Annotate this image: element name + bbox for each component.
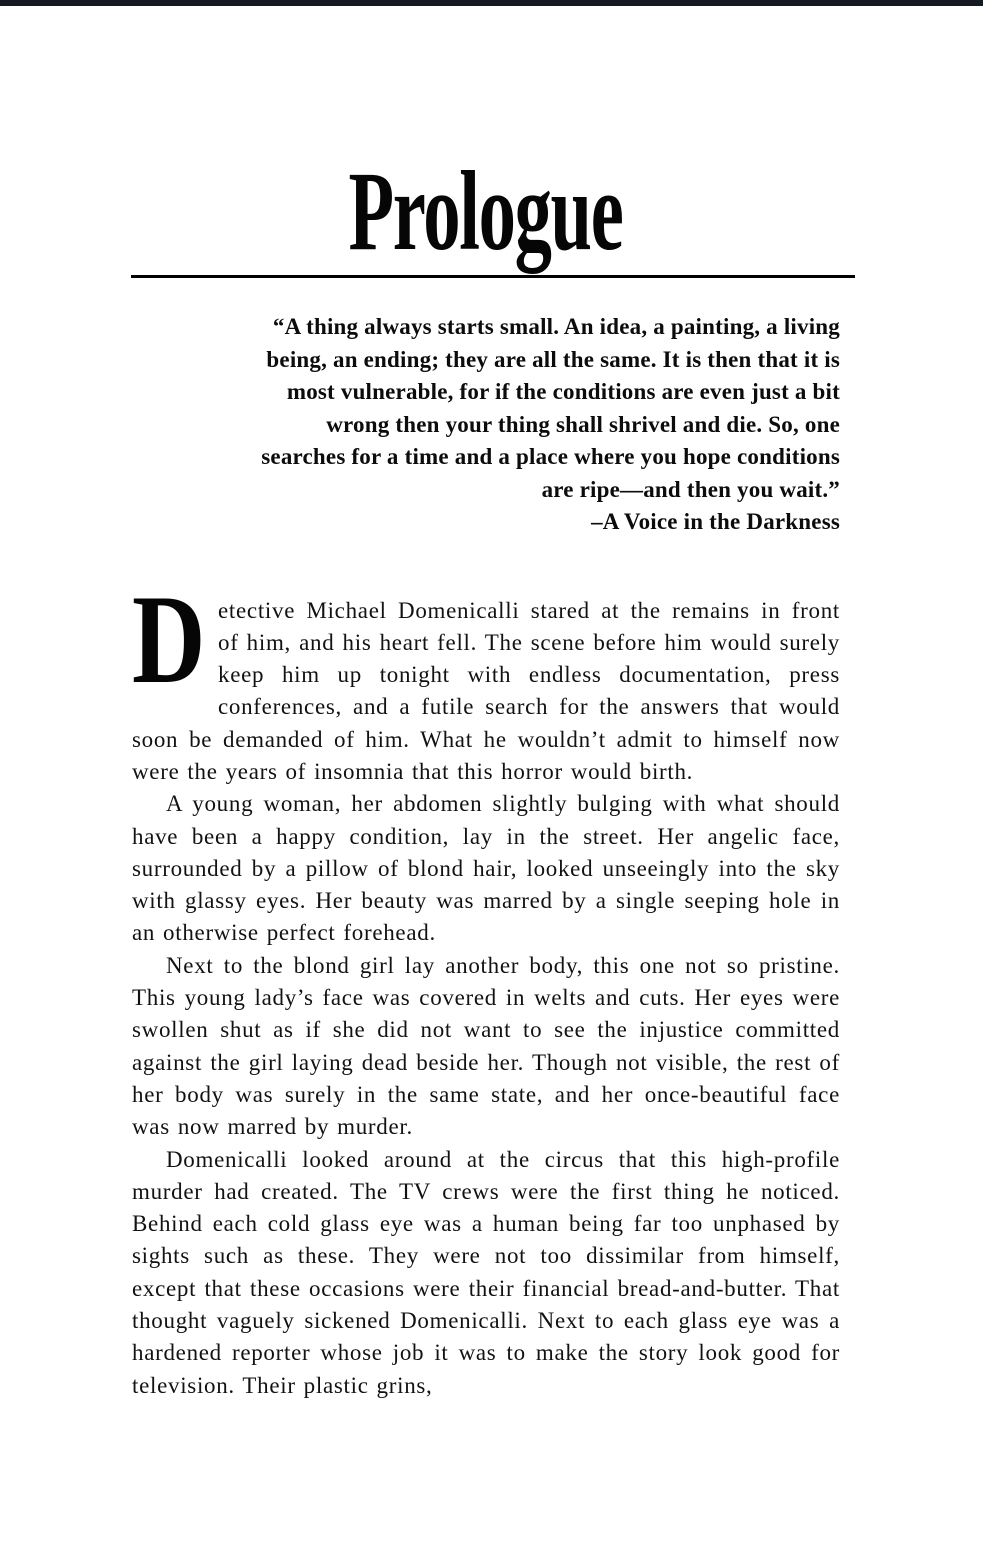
body-paragraph: Domenicalli looked around at the circus that this high-profile murder had created. The TV crews were the first thing he noticed. Behind each cold glass eye was a human being far too unphased by sights such as these. They were not too dissimilar from himself, except that these occasions were their financial bread-and-butter. That thought vaguely sickened Domenicalli. Next to each glass eye was a hardened reporter whose job it was to make the story look good for television. Their plastic grins, [132,1146,840,1398]
epigraph-line: “A thing always starts small. An idea, a painting, a living [272,314,840,339]
epigraph-line: wrong then your thing shall shrivel and die. So, one [326,411,840,437]
epigraph-line: are ripe—and then you wait.” [541,476,840,502]
page-content [132,0,840,1402]
body-paragraph: D etective Michael Domenicalli stared at the remains in front of him, and his heart fell. The scene before him would surely keep him up tonight with endless documentation, press conferences, and a futile search for the answers that would soon be demanded of him. What he wouldn’t admit to himself now were the years of insomnia that this horror would birth. [132,569,840,784]
body-paragraph: A young woman, her abdomen slightly bulging with what should have been a happy condition, lay in the street. Her angelic face, surrounded by a pillow of blond hair, looked unseeingly into the sky with glassy eyes. Her beauty was marred by a single seeping hole in an otherwise perfect forehead. [132,791,840,946]
epigraph-quote [132,311,840,506]
epigraph-line: being, an ending; they are all the same. It is then that it is [266,346,840,372]
title-divider [131,275,855,278]
epigraph-attribution: –A Voice in the Darkness [591,509,840,534]
epigraph-line: most vulnerable, for if the conditions are even just a bit [286,379,840,404]
body-paragraph: Next to the blond girl lay another body, this one not so pristine. This young lady’s face was covered in welts and cuts. Her eyes were swollen shut as if she did not want to see the injustice committed against the girl laying dead beside her. Though not visible, the rest of her body was surely in the same state, and her once-beautiful face was now marred by murder. [132,952,840,1140]
drop-cap: D [132,569,206,710]
epigraph-line: searches for a time and a place where you hope conditions [261,444,840,469]
body-text [132,569,840,1402]
chapter-title [132,149,840,274]
epigraph [132,311,840,539]
chapter-title-text: Prologue [349,149,623,274]
